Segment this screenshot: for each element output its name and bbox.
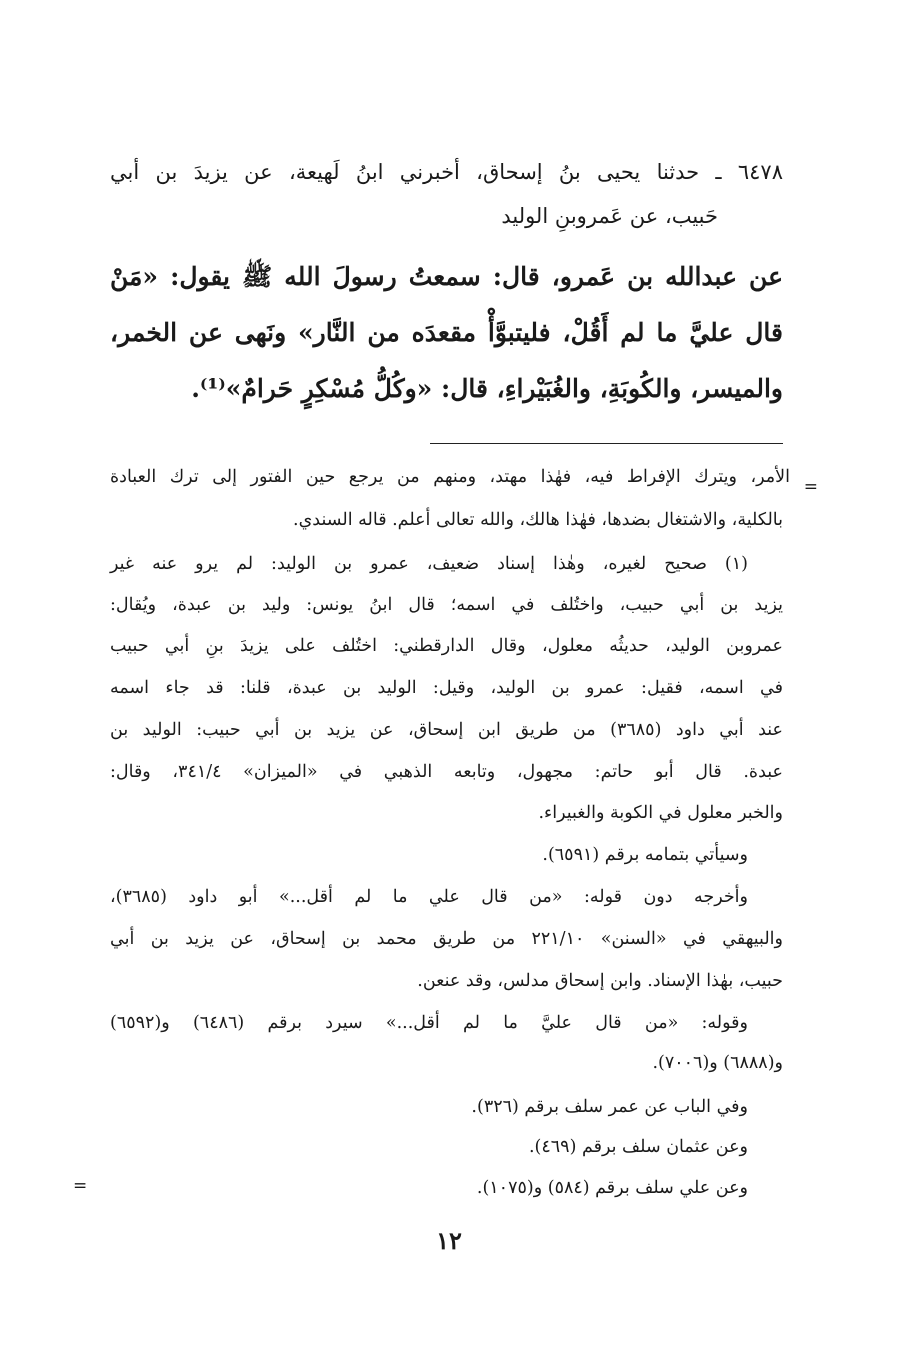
- footnote-line-10: وسيأتي بتمامه برقم (٦٥٩١).: [542, 845, 748, 865]
- footnote-line-6: في اسمه، فقيل: عمرو بن الوليد، وقيل: الوليد بن عبدة، قلنا: قد جاء اسمه: [110, 678, 783, 698]
- footnote-line-1: الأمر، ويترك الإفراط فيه، فهٰذا مهتد، ومنهم من يرجع حين الفتور إلى ترك العبادة: [110, 467, 790, 487]
- footnote-line-17: وعن عثمان سلف برقم (٤٦٩).: [528, 1137, 748, 1157]
- continuation-mark-bottom: =: [73, 1176, 88, 1196]
- footnote-line-5: عمروبن الوليد، حديثُه معلول، وقال الدارقطني: اختُلف على يزيدَ بنِ أبي حبيب: [110, 636, 783, 656]
- footnote-line-13: حبيب، بهٰذا الإسناد. وابن إسحاق مدلس، وقد عنعن.: [417, 971, 783, 991]
- hadith-matn-line-1: عن عبدالله بن عَمرو، قال: سمعتُ رسولَ الله ﷺ يقول: «مَنْ: [110, 262, 783, 291]
- hadith-isnad-line-1: ٦٤٧٨ ـ حدثنا يحيى بنُ إسحاق، أخبرني ابنُ لَهيعة، عن يزيدَ بن أبي: [110, 160, 783, 184]
- footnote-line-12: والبيهقي في «السنن» ٢٢١/١٠ من طريق محمد بن إسحاق، عن يزيد بن أبي: [110, 929, 783, 949]
- footnote-line-18: وعن علي سلف برقم (٥٨٤) و(١٠٧٥).: [476, 1178, 748, 1198]
- footnote-line-9: والخبر معلول في الكوبة والغبيراء.: [538, 803, 783, 823]
- hadith-isnad-line-2: حَبيب، عن عَمروبنِ الوليد: [501, 204, 718, 228]
- footnote-line-7: عند أبي داود (٣٦٨٥) من طريق ابن إسحاق، عن يزيد بن أبي حبيب: الوليد بن: [110, 720, 783, 740]
- page-number: ١٢: [436, 1226, 462, 1255]
- hadith-matn-line-3: والميسر، والكُوبَةِ، والغُبَيْراءِ، قال: «وكُلُّ مُسْكِرٍ حَرامٌ»⁽¹⁾.: [191, 374, 783, 403]
- footnote-line-15: و(٦٨٨٨) و(٧٠٠٦).: [652, 1053, 783, 1073]
- footnote-line-3: (١) صحيح لغيره، وهٰذا إسناد ضعيف، عمرو بن الوليد: لم يرو عنه غير: [110, 554, 748, 574]
- footnote-line-8: عبدة. قال أبو حاتم: مجهول، وتابعه الذهبي في «الميزان» ٣٤١/٤، وقال:: [110, 762, 783, 782]
- continuation-mark: =: [803, 477, 818, 497]
- footnote-line-4: يزيد بن أبي حبيب، واختُلف في اسمه؛ قال ابنُ يونس: وليد بن عبدة، ويُقال:: [110, 595, 783, 615]
- footnote-line-14: وقوله: «من قال عليَّ ما لم أقل...» سيرد برقم (٦٤٨٦) و(٦٥٩٢): [110, 1013, 748, 1033]
- footnote-line-11: وأخرجه دون قوله: «من قال علي ما لم أقل...» أبو داود (٣٦٨٥)،: [110, 887, 748, 907]
- footnote-separator: [430, 443, 783, 444]
- footnote-line-16: وفي الباب عن عمر سلف برقم (٣٢٦).: [471, 1097, 748, 1117]
- hadith-matn-line-2: قال عليَّ ما لم أَقُلْ، فليتبوَّأْ مقعدَه من النَّار» ونَهى عن الخمر،: [110, 318, 783, 347]
- footnote-line-2: بالكلية، والاشتغال بضدها، فهٰذا هالك، والله تعالى أعلم. قاله السندي.: [293, 510, 783, 530]
